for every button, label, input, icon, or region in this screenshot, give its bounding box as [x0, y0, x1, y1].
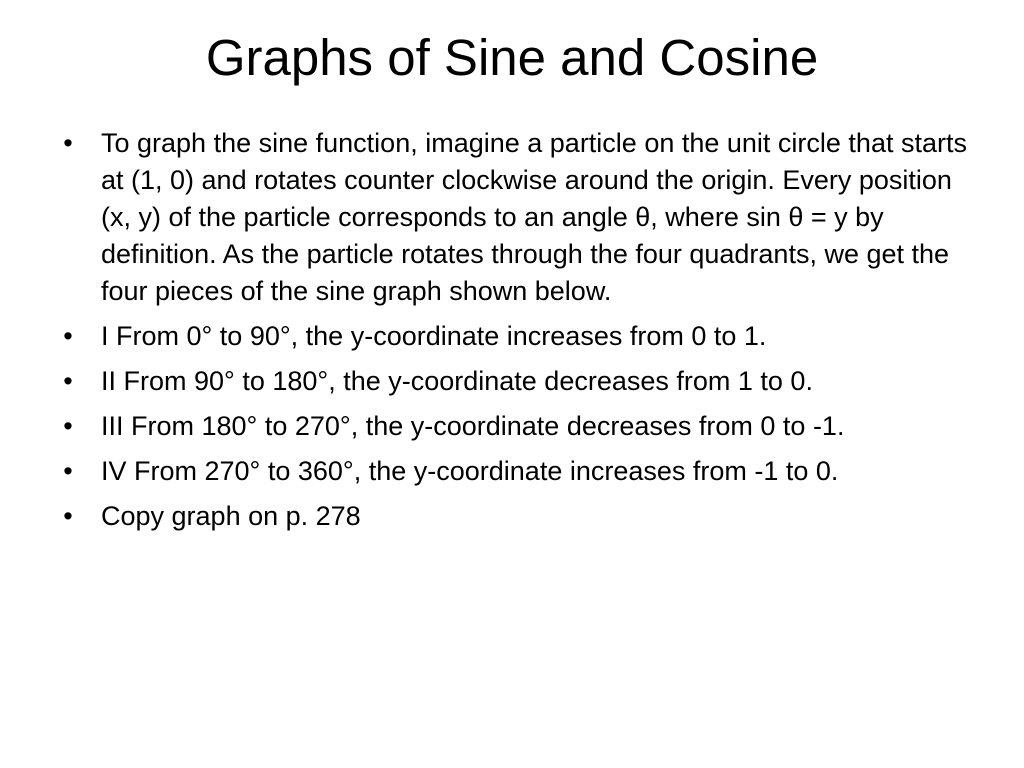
bullet-dot-icon: •	[63, 501, 73, 531]
slide-title: Graphs of Sine and Cosine	[205, 29, 819, 86]
bullet-list	[58, 125, 978, 543]
bullet-dot-icon: •	[63, 456, 73, 486]
bullet-item-3	[58, 363, 978, 400]
bullet-dot-icon: •	[63, 366, 73, 396]
bullet-item-4	[58, 408, 978, 445]
bullet-item-6	[58, 498, 978, 535]
bullet-text: III From 180° to 270°, the y-coordinate decreases from 0 to -1.	[101, 411, 845, 441]
bullet-item-2	[58, 318, 978, 355]
bullet-text: II From 90° to 180°, the y-coordinate decreases from 1 to 0.	[101, 366, 813, 396]
bullet-item-1	[58, 125, 978, 310]
bullet-dot-icon: •	[63, 411, 73, 441]
bullet-text: Copy graph on p. 278	[101, 501, 361, 531]
bullet-dot-icon: •	[63, 128, 73, 158]
bullet-item-5	[58, 453, 978, 490]
bullet-text: I From 0° to 90°, the y-coordinate increases from 0 to 1.	[101, 321, 767, 351]
bullet-text: IV From 270° to 360°, the y-coordinate increases from -1 to 0.	[101, 456, 839, 486]
bullet-dot-icon: •	[63, 321, 73, 351]
bullet-text: To graph the sine function, imagine a particle on the unit circle that starts at (1, 0) and rotates counter clockwise around the origin. Every position (x, y) of the particle corresponds to an angle θ, where sin θ = y by definition. As the particle rotates through the four quadrants, we get the four pieces of the sine graph shown below.	[101, 128, 967, 306]
